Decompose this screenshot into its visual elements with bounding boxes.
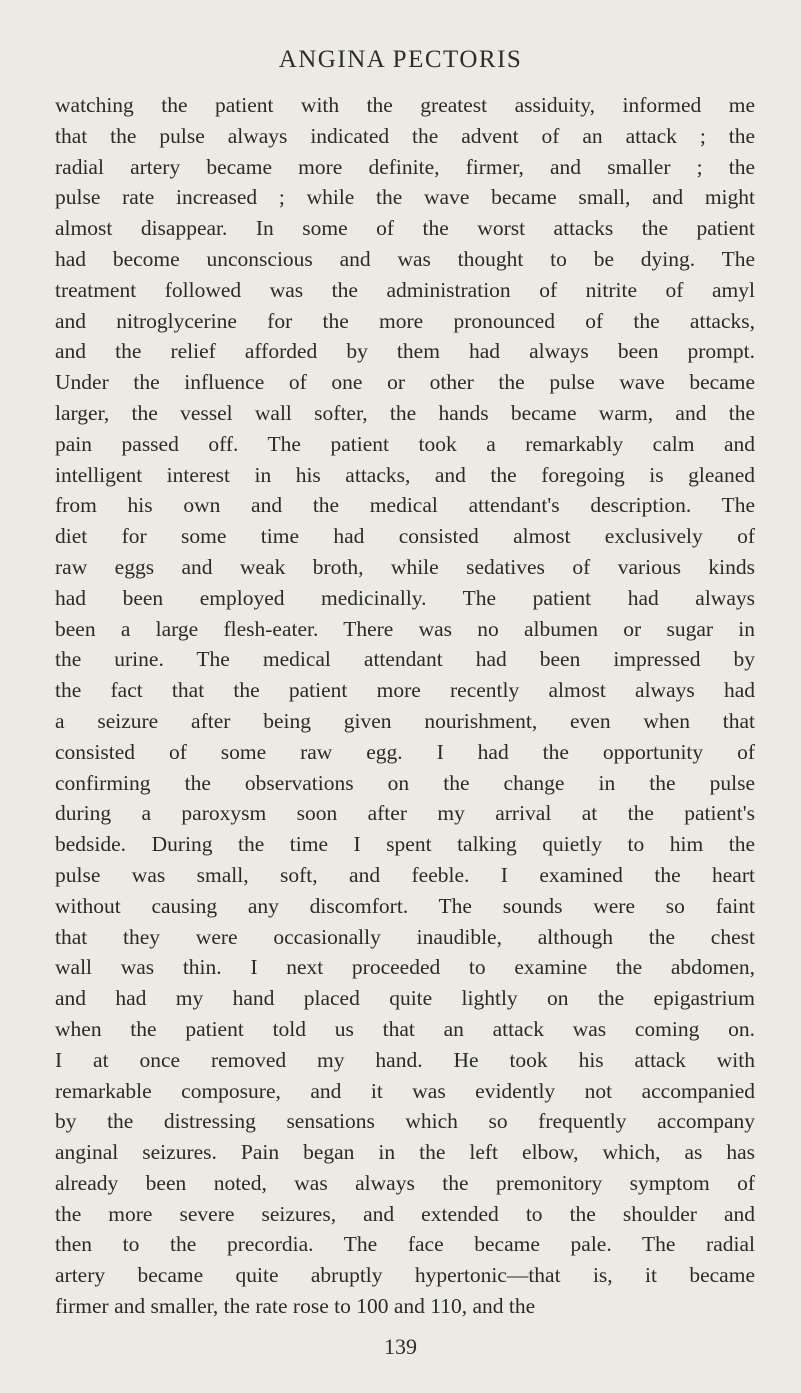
text-line: intelligent interest in his attacks, and the foregoing is gleaned — [55, 462, 755, 487]
text-line: firmer and smaller, the rate rose to 100 and 110, and the — [55, 1294, 536, 1319]
text-line: when the patient told us that an attack was coming on. — [55, 1016, 755, 1041]
text-line: and had my hand placed quite lightly on the epigastrium — [55, 986, 755, 1011]
text-line: remarkable composure, and it was evidently not accompanied — [55, 1078, 755, 1103]
text-line: almost disappear. In some of the worst attacks the patient — [55, 216, 755, 241]
text-line: the more severe seizures, and extended to the shoulder and — [55, 1201, 755, 1226]
page-number: 139 — [384, 1334, 417, 1359]
text-line: the fact that the patient more recently almost always had — [55, 678, 755, 703]
body-text — [55, 90, 755, 1322]
text-line: pain passed off. The patient took a remarkably calm and — [55, 431, 755, 456]
text-line: been a large flesh-eater. There was no albumen or sugar in — [55, 616, 755, 641]
text-line: treatment followed was the administration of nitrite of amyl — [55, 277, 755, 302]
text-line: already been noted, was always the premonitory symptom of — [55, 1170, 755, 1195]
text-line: without causing any discomfort. The sounds were so faint — [55, 893, 755, 918]
running-head: ANGINA PECTORIS — [278, 46, 523, 73]
text-line: had been employed medicinally. The patient had always — [55, 585, 755, 610]
text-line: bedside. During the time I spent talking quietly to him the — [55, 832, 755, 857]
text-line: radial artery became more definite, firmer, and smaller ; the — [55, 154, 755, 179]
text-line: larger, the vessel wall softer, the hands became warm, and the — [55, 400, 755, 425]
text-line: by the distressing sensations which so frequently accompany — [55, 1109, 755, 1134]
text-line: from his own and the medical attendant's description. The — [55, 493, 755, 518]
text-line: confirming the observations on the change in the pulse — [55, 770, 755, 795]
text-line: Under the influence of one or other the pulse wave became — [55, 370, 755, 395]
text-line: and nitroglycerine for the more pronounced of the attacks, — [55, 308, 755, 333]
text-line: a seizure after being given nourishment, even when that — [55, 708, 755, 733]
text-line: and the relief afforded by them had always been prompt. — [55, 339, 755, 364]
text-line: during a paroxysm soon after my arrival at the patient's — [55, 801, 755, 826]
text-line: raw eggs and weak broth, while sedatives of various kinds — [55, 554, 755, 579]
text-line: the urine. The medical attendant had been impressed by — [55, 647, 755, 672]
text-line: pulse rate increased ; while the wave became small, and might — [55, 185, 755, 210]
text-line: artery became quite abruptly hypertonic—that is, it became — [55, 1263, 755, 1288]
text-line: consisted of some raw egg. I had the opportunity of — [55, 739, 755, 764]
text-line: pulse was small, soft, and feeble. I examined the heart — [55, 862, 755, 887]
text-line: had become unconscious and was thought to be dying. The — [55, 246, 755, 271]
text-line: anginal seizures. Pain began in the left elbow, which, as has — [55, 1140, 755, 1165]
text-line: then to the precordia. The face became pale. The radial — [55, 1232, 755, 1257]
text-line: that they were occasionally inaudible, although the chest — [55, 924, 755, 949]
text-line: that the pulse always indicated the advent of an attack ; the — [55, 123, 755, 148]
text-line: diet for some time had consisted almost exclusively of — [55, 524, 755, 549]
text-line: watching the patient with the greatest assiduity, informed me — [55, 93, 755, 117]
text-line: wall was thin. I next proceeded to examine the abdomen, — [55, 955, 755, 980]
text-line: I at once removed my hand. He took his attack with — [55, 1047, 755, 1072]
